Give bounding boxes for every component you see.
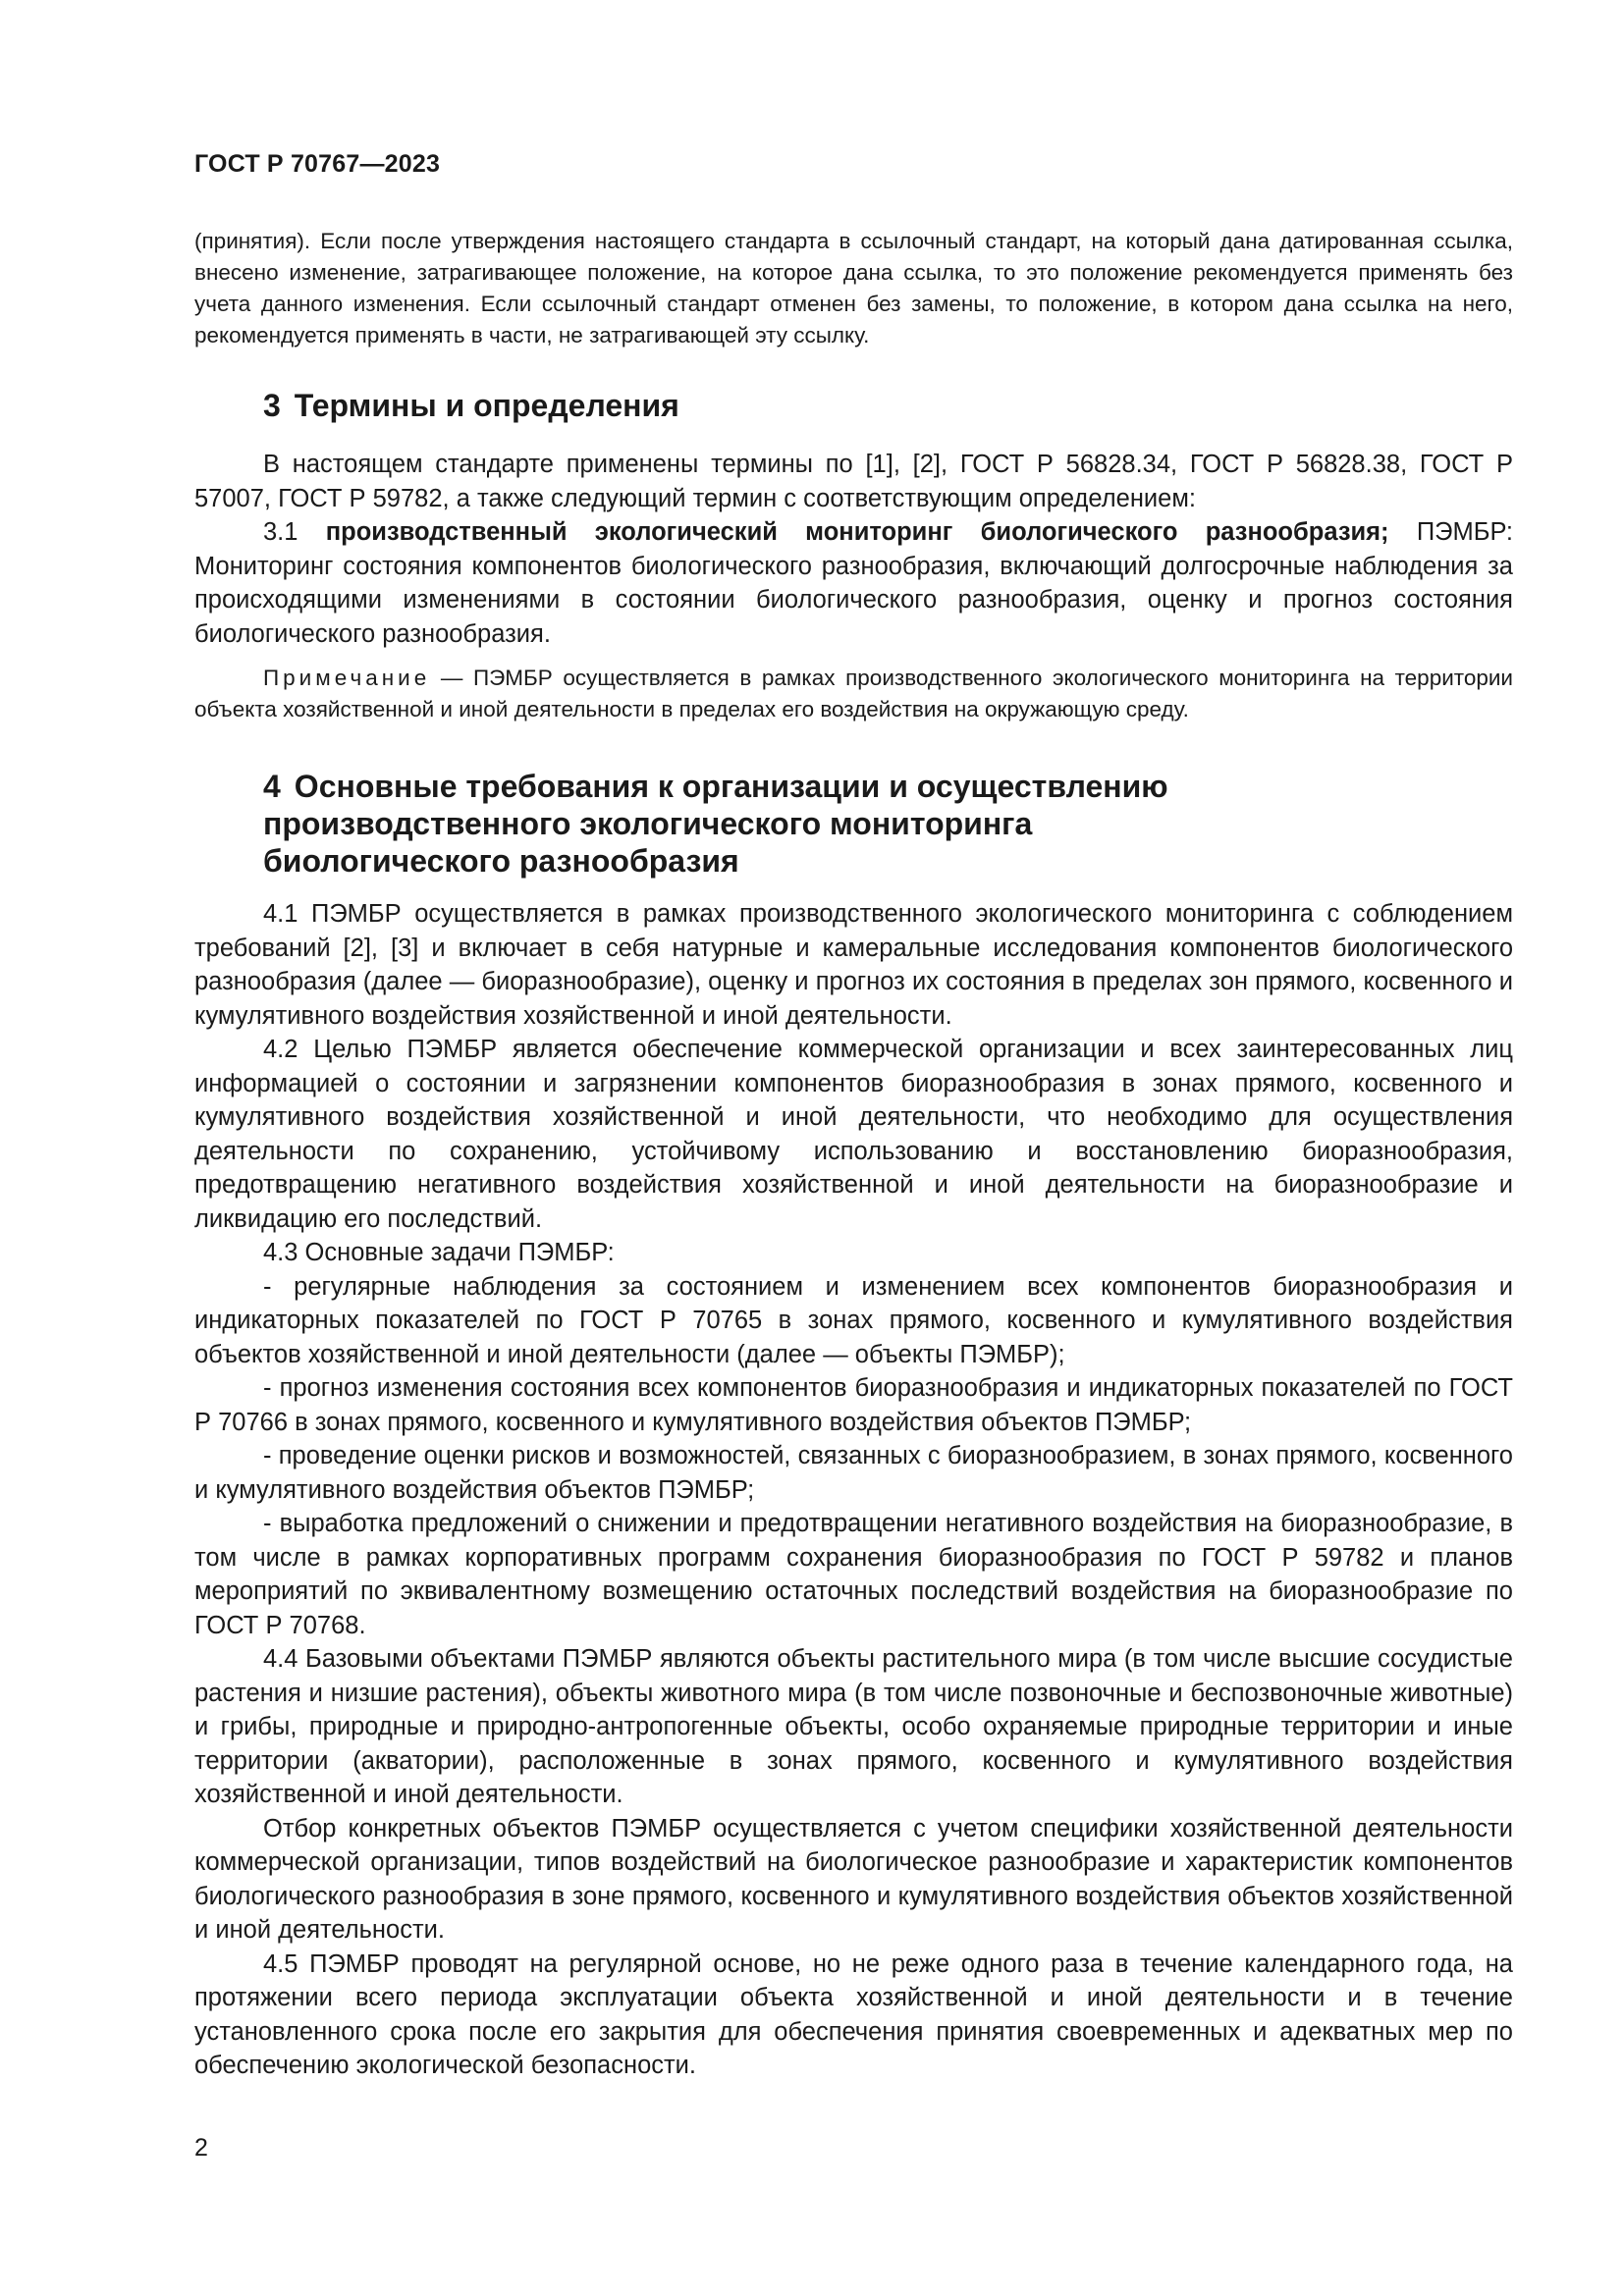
clause-4-4: 4.4 Базовыми объектами ПЭМБР являются объекты растительного мира (в том числе высшие сосудистые растения и низшие растения), объекты животного мира (в том числе позвоночные и беспозвоночные животные) и грибы, природные и природно-антропогенные объекты, особо охраняемые природные территории и иные территории (акватории), расположенные в зонах прямого, косвенного и кумулятивного воздействия хозяйственной и иной деятельности. (194, 1645, 1513, 1808)
term-name: производственный экологический мониторинг биологического разнообразия; (325, 518, 1389, 546)
task-item: - прогноз изменения состояния всех компонентов биоразнообразия и индикаторных показателей по ГОСТ Р 70766 в зонах прямого, косвенного и кумулятивного воздействия объектов ПЭМБР; (194, 1374, 1513, 1436)
task-item: - проведение оценки рисков и возможностей, связанных с биоразнообразием, в зонах прямого, косвенного и кумулятивного воздействия объектов ПЭМБР; (194, 1442, 1513, 1504)
note-text: — ПЭМБР осуществляется в рамках производственного экологического мониторинга на территории объекта хозяйственной и иной деятельности в пределах его воздействия на окружающую среду. (194, 666, 1513, 721)
clause-4-3: 4.3 Основные задачи ПЭМБР: (263, 1239, 615, 1266)
section-3-title: Термины и определения (294, 388, 679, 423)
page-number: 2 (194, 2134, 208, 2162)
term-abbreviation: ПЭМБР: (1416, 518, 1514, 546)
section-4-title-line-2: производственного экологического мониторинга (263, 806, 1033, 841)
section-4-number: 4 (263, 769, 281, 804)
section-3-number: 3 (263, 388, 281, 423)
note-label: Примечание (263, 666, 431, 690)
task-item: - выработка предложений о снижении и предотвращении негативного воздействия на биоразнообразие, в том числе в рамках корпоративных программ сохранения биоразнообразия по ГОСТ Р 59782 и планов мероприятий по эквивалентному возмещению остаточных последствий воздействия на биоразнообразие по ГОСТ Р 70768. (194, 1510, 1513, 1639)
note (194, 663, 1513, 725)
term-number: 3.1 (263, 518, 298, 546)
term-definition: Мониторинг состояния компонентов биологического разнообразия, включающий долгосрочные наблюдения за происходящими изменениями в состоянии биологического разнообразия, оценку и прогноз состояния биологического разнообразия. (194, 552, 1513, 648)
intro-paragraph: (принятия). Если после утверждения настоящего стандарта в ссылочный стандарт, на который дана датированная ссылка, внесено изменение, затрагивающее положение, на которое дана ссылка, то это положение рекомендуется применять без учета данного изменения. Если ссылочный стандарт отменен без замены, то положение, в котором дана ссылка на него, рекомендуется применять в части, не затрагивающей эту ссылку. (194, 229, 1513, 347)
clause-4-1: 4.1 ПЭМБР осуществляется в рамках производственного экологического мониторинга с соблюдением требований [2], [3] и включает в себя натурные и камеральные исследования компонентов биологического разнообразия (далее — биоразнообразие), оценку и прогноз их состояния в пределах зон прямого, косвенного и кумулятивного воздействия хозяйственной и иной деятельности. (194, 900, 1513, 1030)
section-4-title-line-1: Основные требования к организации и осуществлению (294, 769, 1168, 804)
task-item: - регулярные наблюдения за состоянием и изменением всех компонентов биоразнообразия и индикаторных показателей по ГОСТ Р 70765 в зонах прямого, косвенного и кумулятивного воздействия объектов хозяйственной и иной деятельности (далее — объекты ПЭМБР); (194, 1272, 1513, 1368)
term-3-1 (194, 515, 1513, 651)
section-3-heading (194, 387, 1513, 424)
clause-4-2: 4.2 Целью ПЭМБР является обеспечение коммерческой организации и всех заинтересованных лиц информацией о состоянии и загрязнении компонентов биоразнообразия в зонах прямого, косвенного и кумулятивного воздействия хозяйственной и иной деятельности, что необходимо для осуществления деятельности по сохранению, устойчивому использованию и восстановлению биоразнообразия, предотвращению негативного воздействия хозяйственной и иной деятельности на биоразнообразие и ликвидацию его последствий. (194, 1036, 1513, 1233)
clause-4-4-continuation: Отбор конкретных объектов ПЭМБР осуществляется с учетом специфики хозяйственной деятельности коммерческой организации, типов воздействий на биологическое разнообразие и характеристик компонентов биологического разнообразия в зоне прямого, косвенного и кумулятивного воздействия объектов хозяйственной и иной деятельности. (194, 1814, 1513, 1944)
page-content (194, 226, 1513, 2083)
section-3-intro: В настоящем стандарте применены термины по [1], [2], ГОСТ Р 56828.34, ГОСТ Р 56828.38, ГОСТ Р 57007, ГОСТ Р 59782, а также следующий термин с соответствующим определением: (194, 451, 1513, 512)
document-header: ГОСТ Р 70767—2023 (194, 150, 441, 178)
clause-4-5: 4.5 ПЭМБР проводят на регулярной основе, но не реже одного раза в течение календарного года, на протяжении всего периода эксплуатации объекта хозяйственной и иной деятельности и в течение установленного срока после его закрытия для обеспечения принятия своевременных и адекватных мер по обеспечению экологической безопасности. (194, 1949, 1513, 2079)
section-4-heading (194, 768, 1513, 880)
section-4-title-line-3: биологического разнообразия (263, 843, 739, 879)
